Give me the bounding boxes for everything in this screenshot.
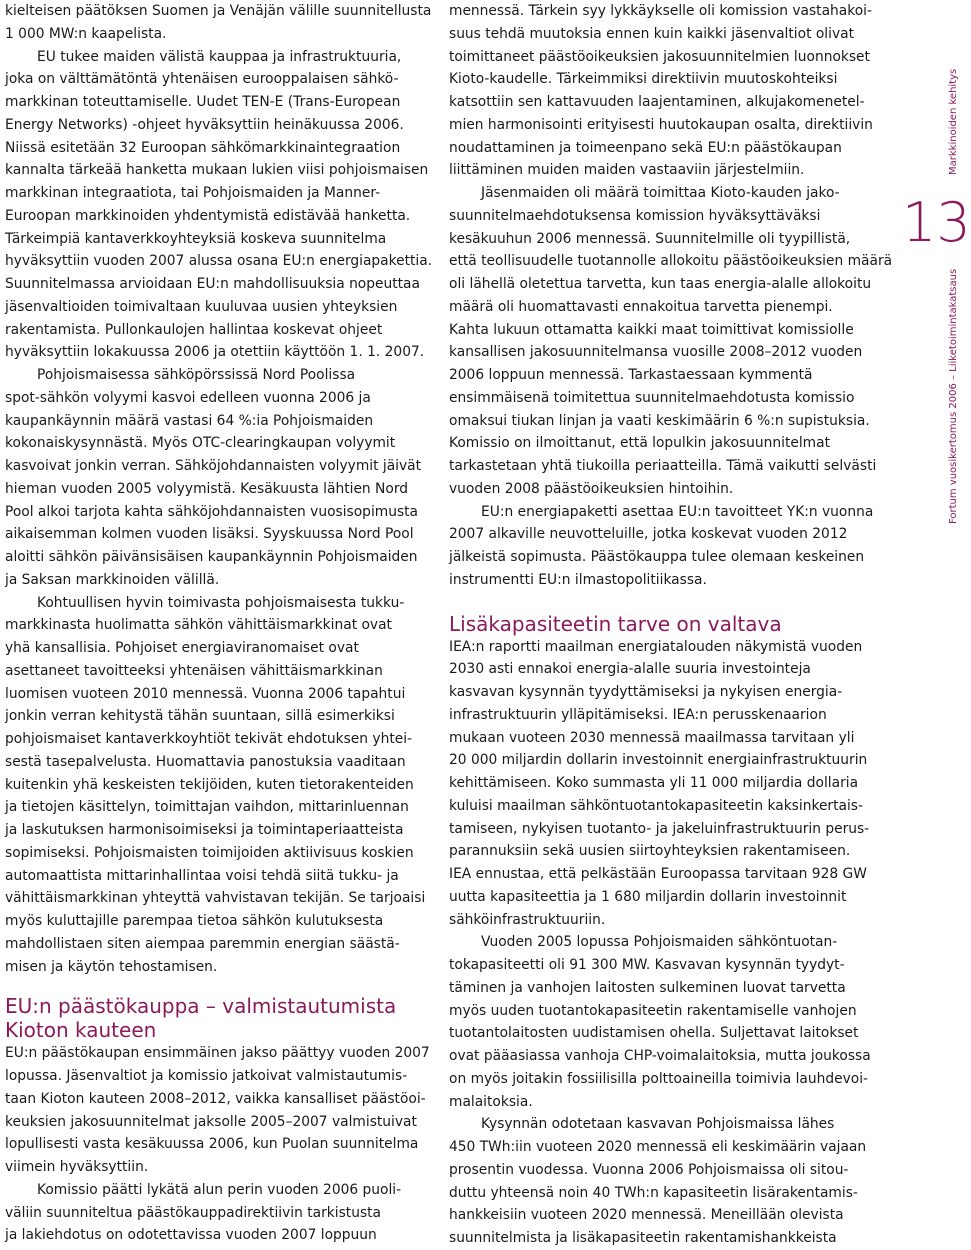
- text-line: markkinasta huolimatta sähkön vähittäismarkkinat ovat: [5, 617, 392, 634]
- left-text-block-1: [5, 0, 433, 978]
- right-column: [449, 0, 893, 1250]
- text-line: suunnitelmaehdotuksensa komission hyväksyttäväksi: [449, 207, 821, 224]
- text-line: rakentamista. Pullonkaulojen hallintaa koskevat ohjeet: [5, 321, 383, 338]
- text-line: Pool alkoi tarjota kahta sähköjohdannaisten vuosisopimusta: [5, 503, 419, 520]
- section-label: Markkinoiden kehitys: [948, 68, 959, 175]
- text-line: sestä tasepalvelusta. Huomattavia panostuksia vaaditaan: [5, 753, 406, 770]
- text-line: IEA ennustaa, että pelkästään Euroopassa tarvitaan 928 GW: [449, 866, 867, 882]
- text-line: jonkin verran kehitystä tähän suuntaan, sillä esimerkiksi: [5, 708, 395, 725]
- text-line: kehittämiseen. Koko summasta yli 11 000 miljardia dollaria: [449, 775, 859, 791]
- text-line: sähköinfrastruktuuriin.: [449, 911, 606, 928]
- text-line: uutta kapasiteettia ja 1 680 miljardin dollarin investoinnit: [449, 888, 847, 905]
- text-line: noudattaminen ja toimeenpano sekä EU:n päästökaupan: [449, 139, 842, 156]
- text-line: katsottiin sen kattavuuden laajentaminen, alkujakomenetel-: [449, 94, 865, 110]
- section-heading-capacity: Lisäkapasiteetin tarve on valtava: [449, 611, 782, 636]
- right-text-block-1: [449, 0, 893, 592]
- text-line: parannuksiin sekä uusien siirtoyhteyksien rakentamiseen.: [449, 843, 851, 860]
- text-line: kasvavan kysynnän tyydyttämiseksi ja nykyisen energia-: [449, 684, 843, 700]
- text-line: hankkeisiin vuoteen 2020 mennessä. Meneillään olevista: [449, 1207, 844, 1224]
- text-line: toimittaneet päästöoikeuksien jakosuunnitelmien luonnokset: [449, 48, 870, 65]
- text-line: kansallisen jakosuunnitelmansa vuosille 2008–2012 vuoden: [449, 344, 863, 361]
- page-sidebar: [892, 0, 960, 1247]
- text-line: ja lakiehdotus on odotettavissa vuoden 2007 loppuun: [5, 1227, 377, 1244]
- text-line: tarkastetaan yhtä tiukoilla periaatteilla. Tämä vaikutti selvästi: [449, 458, 877, 474]
- text-line: malaitoksia.: [449, 1093, 533, 1110]
- text-line: kielteisen päätöksen Suomen ja Venäjän välille suunnitellusta: [5, 3, 432, 19]
- left-column: [5, 0, 433, 1247]
- text-line: täminen ja vanhojen laitosten sulkeminen luovat tarvetta: [449, 979, 846, 996]
- text-line: kuluisi maailman sähköntuotantokapasiteetin kaksinkertais-: [449, 797, 863, 814]
- text-line: Jäsenmaiden oli määrä toimittaa Kioto-kauden jako-: [481, 185, 840, 201]
- text-line: 2006 loppuun mennessä. Tarkastaessaan kymmentä: [449, 367, 813, 383]
- text-line: Kahta lukuun ottamatta kaikki maat toimittivat komissiolle: [449, 321, 854, 338]
- text-line: suunnitelmista ja lisäkapasiteetin rakentamishankkeista: [449, 1230, 837, 1246]
- text-line: on myös joitakin fossiilisilla polttoaineilla toimivia lauhdevoi-: [449, 1070, 869, 1087]
- text-line: duttu yhteensä noin 40 TWh:n kapasiteetin lisärakentamis-: [449, 1184, 858, 1201]
- text-line: että teollisuudelle tuotannolle allokoitu päästöoikeuksien määrä: [449, 253, 893, 270]
- text-line: liittäminen muiden maiden vastaaviin järjestelmiin.: [449, 162, 805, 179]
- text-line: infrastruktuurin ylläpitämiseksi. IEA:n perusskenaarion: [449, 706, 827, 723]
- text-line: EU:n energiapaketti asettaa EU:n tavoitteet YK:n vuonna: [481, 503, 874, 520]
- text-line: kaupankäynnin määrä vastasi 64 %:ia Pohjoismaiden: [5, 412, 374, 429]
- text-line: tamiseen, nykyisen tuotanto- ja jakeluinfrastruktuurin perus-: [449, 820, 870, 837]
- text-line: prosentin vuodessa. Vuonna 2006 Pohjoismaissa oli sitou-: [449, 1161, 849, 1178]
- text-line: Niissä esitetään 32 Euroopan sähkömarkkinaintegraation: [5, 139, 401, 156]
- text-line: Euroopan markkinoiden yhdentymistä edistävää hanketta.: [5, 207, 411, 224]
- text-line: lopussa. Jäsenvaltiot ja komissio jatkoivat valmistautumis-: [5, 1068, 408, 1084]
- text-line: misen ja käytön tehostamisen.: [5, 958, 218, 975]
- text-line: 2030 asti ennakoi energia-alalle suuria investointeja: [449, 661, 811, 678]
- text-line: ja laskutuksen harmonisoimiseksi ja toimintaperiaatteista: [5, 822, 404, 838]
- text-line: sopimiseksi. Pohjoismaisten toimijoiden aktiivisuus koskien: [5, 844, 414, 861]
- text-line: vähittäismarkkinan yhteyttä vahvistavan tekijän. Se tarjoaisi: [5, 890, 426, 907]
- text-line: jälkeistä sopimusta. Päästökauppa tulee olemaan keskeinen: [449, 549, 865, 565]
- heading-line: Kioton kauteen: [5, 1018, 157, 1043]
- left-text-block-2: [5, 1042, 430, 1247]
- text-line: ovat pääasiassa vanhoja CHP-voimalaitoksia, mutta joukossa: [449, 1048, 871, 1064]
- text-line: lopullisesti vasta kesäkuussa 2006, kun Puolan suunnitelma: [5, 1136, 419, 1153]
- text-line: EU:n päästökaupan ensimmäinen jakso päättyy vuoden 2007: [5, 1045, 430, 1062]
- page-number: 13: [902, 191, 971, 254]
- text-line: Pohjoismaisessa sähköpörssissä Nord Poolissa: [37, 367, 356, 383]
- text-line: väliin suunniteltua päästökauppadirektiivin tarkistusta: [5, 1204, 381, 1221]
- text-line: 2007 alkaville neuvotteluille, jotka koskevat vuoden 2012: [449, 526, 848, 543]
- text-line: mennessä. Tärkein syy lykkäykselle oli komission vastahakoi-: [449, 3, 872, 19]
- section-heading-emissions: [5, 994, 423, 1042]
- text-line: kasvoivat jonkin verran. Sähköjohdannaisten volyymit jäivät: [5, 458, 422, 474]
- text-line: hyväksyttiin lokakuussa 2006 ja otettiin käyttöön 1. 1. 2007.: [5, 344, 425, 361]
- text-line: kesäkuuhun 2006 mennessä. Suunnitelmille oli tyypillistä,: [449, 230, 851, 247]
- text-line: Energy Networks) -ohjeet hyväksyttiin heinäkuussa 2006.: [5, 116, 404, 133]
- text-line: hyväksyttiin vuoden 2007 alussa osana EU:n energiapakettia.: [5, 253, 433, 270]
- text-line: tuotantolaitosten uudistamisen ohella. Suljettavat laitokset: [449, 1025, 859, 1042]
- text-line: Komissio on ilmoittanut, että lopulkin jakosuunnitelmat: [449, 435, 830, 452]
- text-line: oli lähellä oletettua tarvetta, kun taas energia-alalle allokoitu: [449, 276, 872, 292]
- text-line: 1 000 MW:n kaapelista.: [5, 25, 167, 42]
- text-line: luomisen vuoteen 2010 mennessä. Vuonna 2006 tapahtui: [5, 685, 406, 702]
- text-line: Kohtuullisen hyvin toimivasta pohjoismaisesta tukku-: [37, 594, 405, 611]
- text-line: markkinan toteuttamiselle. Uudet TEN-E (Trans-European: [5, 94, 401, 110]
- text-line: spot-sähkön volyymi kasvoi edelleen vuonna 2006 ja: [5, 389, 371, 406]
- text-line: pohjoismaiset kantaverkkoyhtiöt tekivät ehdotuksen yhtei-: [5, 731, 413, 747]
- text-line: ja Saksan markkinoiden välillä.: [5, 571, 220, 588]
- text-line: Kioto-kaudelle. Tärkeimmiksi direktiivin muutoskohteiksi: [449, 71, 838, 88]
- text-line: ensimmäisenä toimitettua suunnitelmaehdotusta komissio: [449, 389, 855, 406]
- text-line: määrä oli huomattavasti ennakoitua tarvetta pienempi.: [449, 298, 833, 315]
- text-line: taan Kioton kauteen 2008–2012, vaikka kansalliset päästöoi-: [5, 1090, 426, 1107]
- report-label: Fortum vuosikertomus 2006 – Liiketoimintakatsaus: [948, 268, 959, 524]
- text-line: keuksien jakosuunnitelmat jaksolle 2005–2007 valmistuivat: [5, 1113, 417, 1130]
- text-line: kannalta tärkeää hanketta mukaan lukien viisi pohjoismaisen: [5, 162, 429, 179]
- text-line: mahdollistaen siten aiempaa paremmin energian säästä-: [5, 935, 400, 952]
- text-line: viimein hyväksyttiin.: [5, 1159, 149, 1175]
- text-line: kokonaiskysynnästä. Myös OTC-clearingkaupan volyymit: [5, 435, 396, 452]
- text-line: markkinan integraatiota, tai Pohjoismaiden ja Manner-: [5, 185, 381, 201]
- text-line: asettaneet tavoitteeksi yhtenäisen vähittäismarkkinan: [5, 662, 383, 679]
- heading-line: EU:n päästökauppa – valmistautumista: [5, 994, 397, 1019]
- text-line: joka on välttämätöntä yhtenäisen eurooppalaisen sähkö-: [5, 71, 399, 88]
- text-line: EU tukee maiden välistä kauppaa ja infrastruktuuria,: [37, 48, 402, 65]
- text-line: jäsenvaltioiden toimivaltaan kuuluvaa uusien yhteyksien: [5, 298, 398, 315]
- text-line: suus tehdä muutoksia ennen kuin kaikki jäsenvaltiot olivat: [449, 25, 855, 42]
- text-line: tokapasiteetti oli 91 300 MW. Kasvavan kysynnän tyydyt-: [449, 957, 845, 973]
- text-line: aikaisemman kolmen vuoden lisäksi. Syyskuussa Nord Pool: [5, 526, 414, 543]
- text-line: Tärkeimpiä kantaverkkoyhteyksiä koskeva suunnitelma: [5, 230, 387, 247]
- text-line: hieman vuoden 2005 volyymistä. Kesäkuusta lähtien Nord: [5, 480, 409, 497]
- text-line: IEA:n raportti maailman energiatalouden näkymistä vuoden: [449, 638, 863, 655]
- right-text-block-2: [449, 636, 871, 1250]
- text-line: myös uuden tuotantokapasiteetin rakentamiselle vanhojen: [449, 1002, 857, 1019]
- text-line: myös kuluttajille parempaa tietoa sähkön kulutuksesta: [5, 913, 384, 929]
- text-line: Kysynnän odotetaan kasvavan Pohjoismaissa lähes: [481, 1116, 835, 1133]
- text-line: mukaan vuoteen 2030 mennessä maailmassa tarvitaan yli: [449, 729, 855, 746]
- text-line: Suunnitelmassa arvioidaan EU:n mahdollisuuksia nopeuttaa: [5, 276, 420, 292]
- text-line: aloitti sähkön päivänsisäisen kaupankäynnin Pohjoismaiden: [5, 549, 418, 565]
- text-line: ja tietojen käsittelyn, toimittajan vaihdon, mittarinluennan: [5, 799, 409, 816]
- text-line: mien harmonisointi erityisesti huutokaupan osalta, direktiivin: [449, 116, 873, 133]
- text-line: 450 TWh:iin vuoteen 2020 mennessä eli keskimäärin vajaan: [449, 1139, 867, 1155]
- text-line: Komissio päätti lykätä alun perin vuoden 2006 puoli-: [37, 1181, 402, 1198]
- text-line: omaksui tiukan linjan ja vaati keskimäärin 6 %:n supistuksia.: [449, 412, 870, 429]
- text-line: 20 000 miljardin dollarin investoinnit energiainfrastruktuurin: [449, 752, 868, 769]
- text-line: vuoden 2008 päästöoikeuksien hintoihin.: [449, 480, 734, 497]
- text-line: automaattista mittarinhallintaa voisi tehdä siitä tukku- ja: [5, 867, 399, 884]
- text-line: kuitenkin yhä keskeisten tekijöiden, kuten tietorakenteiden: [5, 776, 414, 793]
- text-line: instrumentti EU:n ilmastopolitiikassa.: [449, 571, 707, 588]
- text-line: yhä kansallisia. Pohjoiset energiaviranomaiset ovat: [5, 640, 359, 656]
- text-line: Vuoden 2005 lopussa Pohjoismaiden sähköntuotan-: [481, 934, 838, 951]
